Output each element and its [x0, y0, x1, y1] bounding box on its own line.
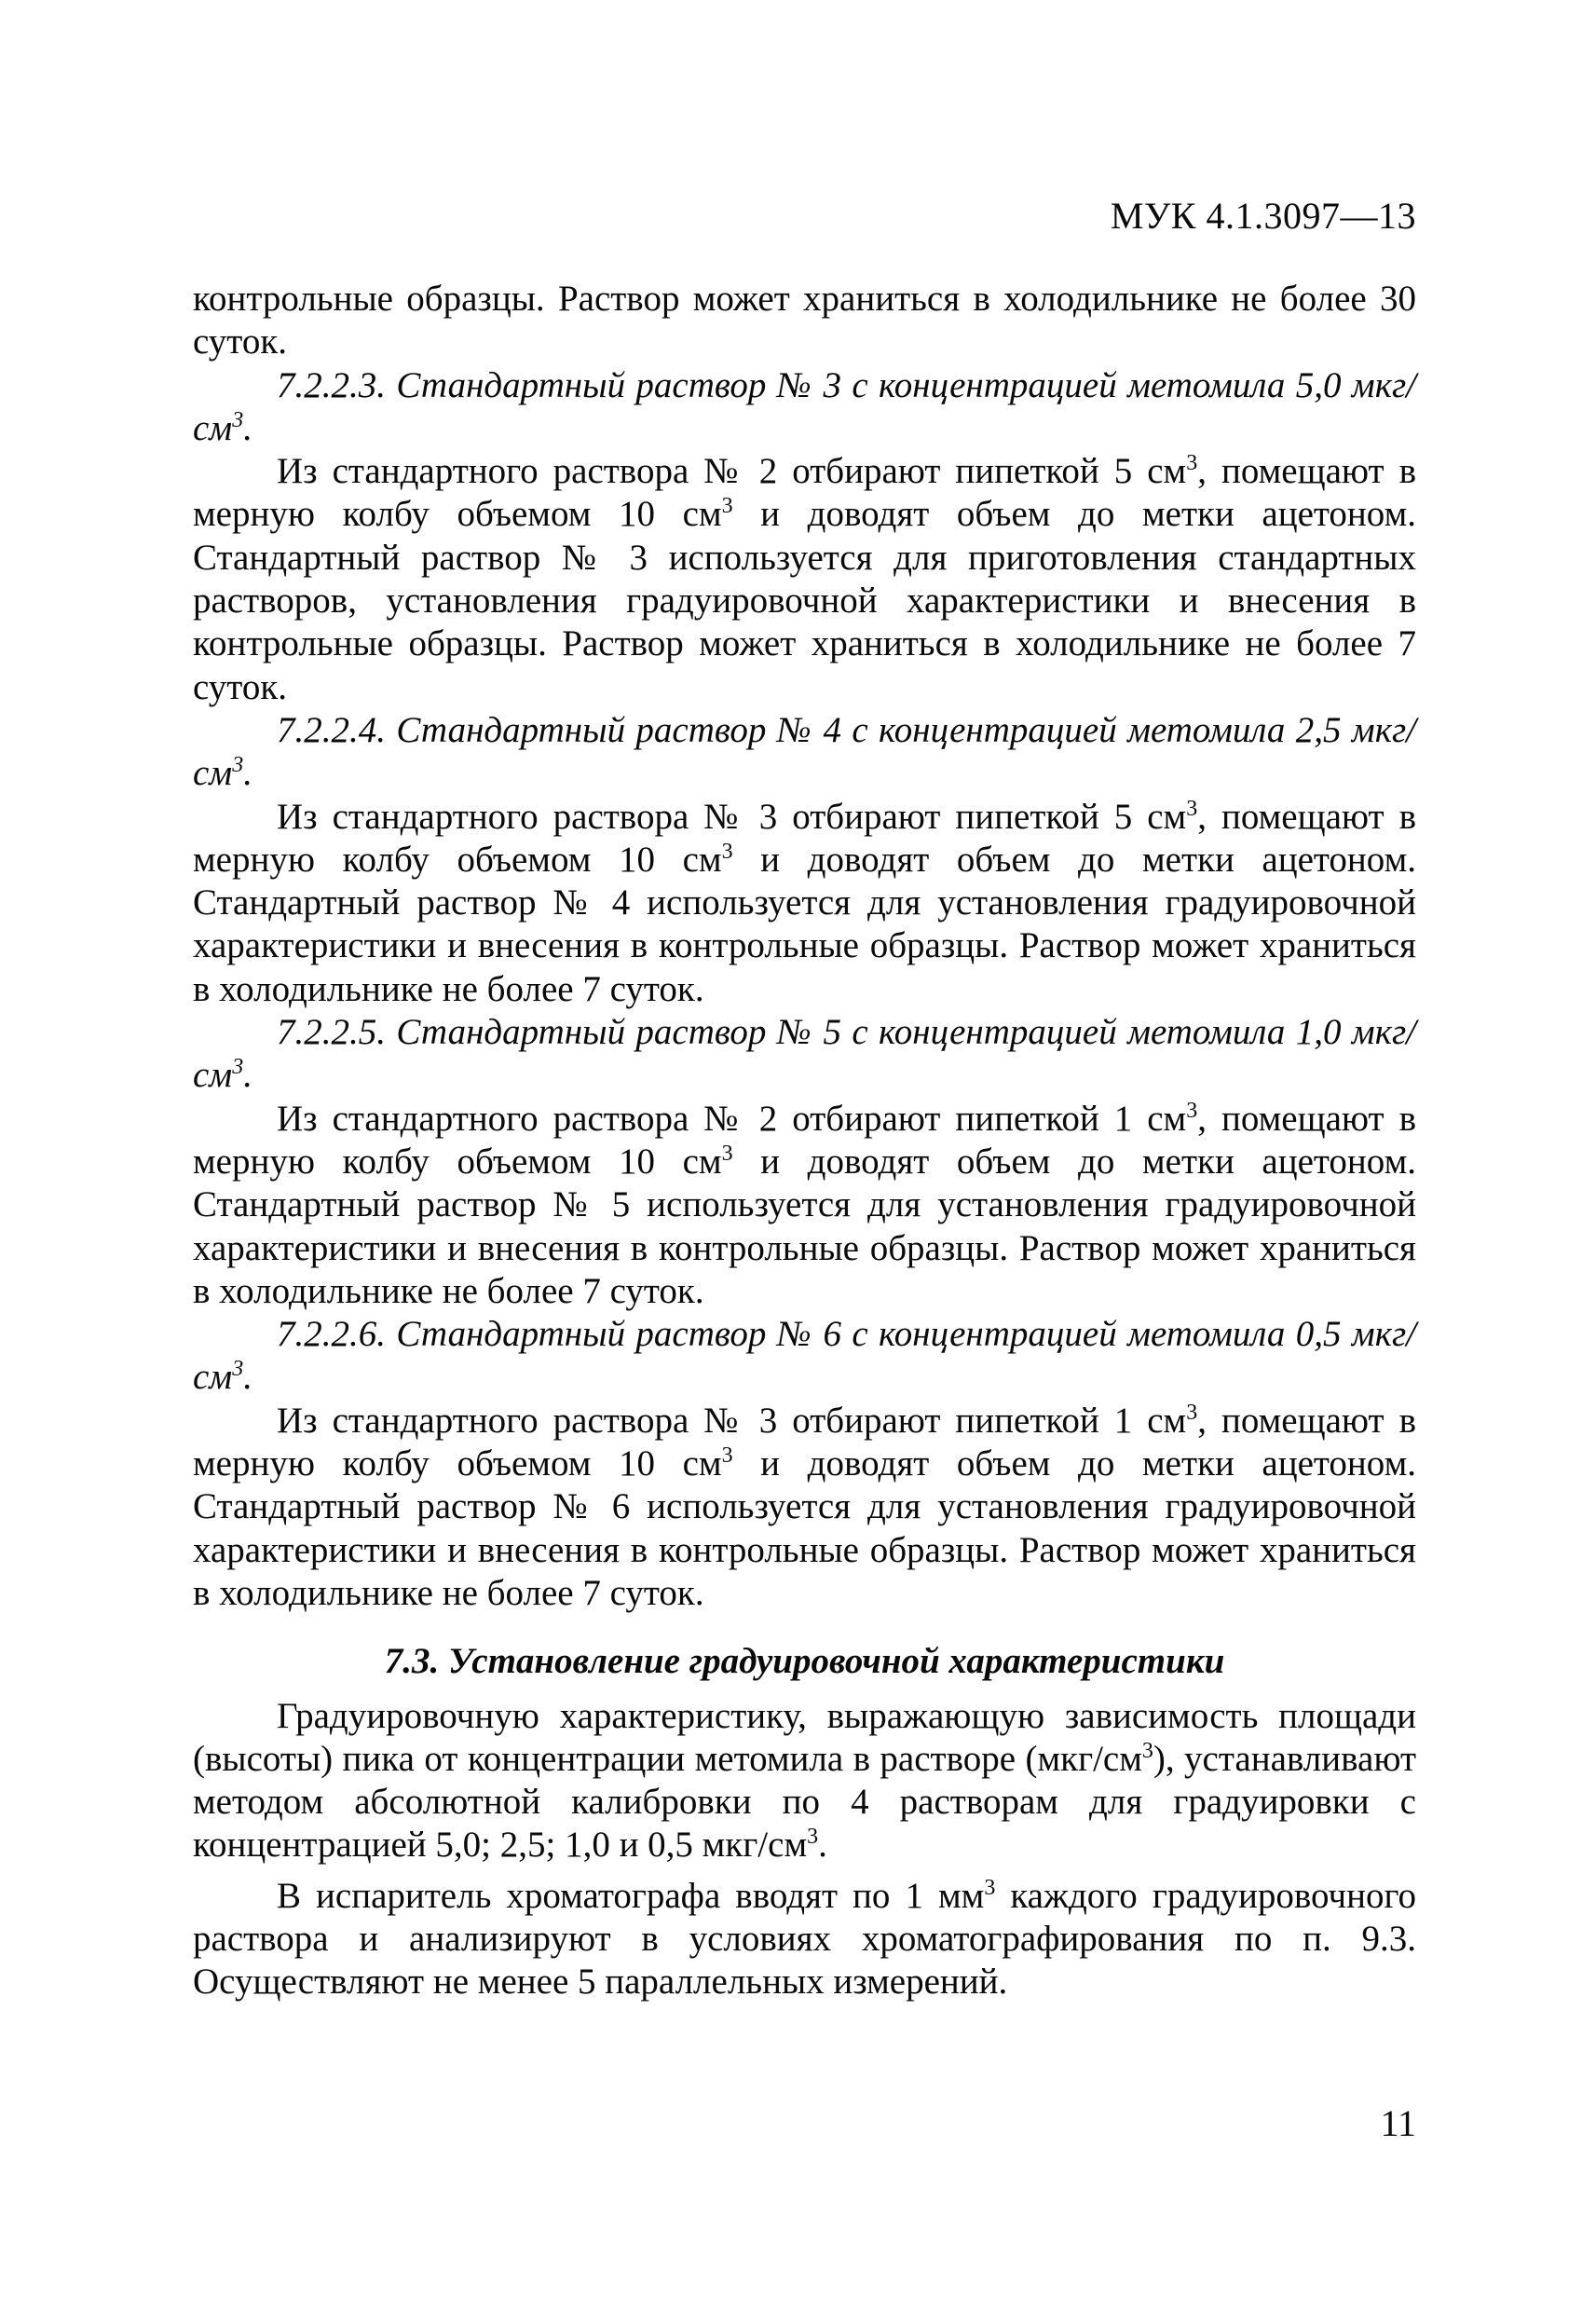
- document-code-header: МУК 4.1.3097—13: [1110, 195, 1416, 237]
- superscript-3: 3: [721, 1141, 733, 1166]
- superscript-3: 3: [1186, 796, 1198, 821]
- superscript-3: 3: [1186, 1400, 1198, 1425]
- superscript-3: 3: [984, 1875, 996, 1900]
- paragraph-injection-procedure: В испаритель хроматографа вводят по 1 $мм^3$ каждого градуировочного раствора и анализируют в условиях хроматографирования по п. 9.3. Осуществляют не менее 5 параллельных измерений.: [193, 1875, 1416, 2003]
- superscript-3: 3: [721, 494, 733, 519]
- paragraph-standard-solution-4: Из стандартного раствора № 3 отбирают пипеткой 5 $см^3$, помещают в мерную колбу объемом 10 $см^3$ и доводят объем до метки ацетоном. Стандартный раствор № 4 используется для установления градуировочной характеристики и внесения в контрольные образцы. Раствор может храниться в холодильнике не более 7 суток.: [193, 796, 1416, 1009]
- section-heading-7-3: 7.3. Установление градуировочной характеристики: [384, 1641, 1225, 1682]
- page-number: 11: [1380, 2102, 1416, 2144]
- superscript-3: 3: [232, 753, 244, 778]
- superscript-3: 3: [1186, 1098, 1198, 1123]
- document-body: [193, 278, 1416, 2004]
- paragraph-continuation: контрольные образцы. Раствор может храниться в холодильнике не более 30 суток.: [193, 279, 1416, 362]
- superscript-3: 3: [232, 1357, 244, 1382]
- superscript-3: 3: [721, 839, 733, 864]
- paragraph-standard-solution-6: Из стандартного раствора № 3 отбирают пипеткой 1 $см^3$, помещают в мерную колбу объемом 10 $см^3$ и доводят объем до метки ацетоном. Стандартный раствор № 6 используется для установления градуировочной характеристики и внесения в контрольные образцы. Раствор может храниться в холодильнике не более 7 суток.: [193, 1400, 1416, 1613]
- subsection-title-7-2-2-5: 7.2.2.5. Стандартный раствор № 5 с концентрацией метомила 1,0 мкг/$см^3$.: [193, 1012, 1416, 1096]
- superscript-3: 3: [232, 1055, 244, 1080]
- subsection-title-7-2-2-6: 7.2.2.6. Стандартный раствор № 6 с концентрацией метомила 0,5 мкг/$см^3$.: [193, 1314, 1416, 1398]
- paragraph-standard-solution-5: Из стандартного раствора № 2 отбирают пипеткой 1 $см^3$, помещают в мерную колбу объемом 10 $см^3$ и доводят объем до метки ацетоном. Стандартный раствор № 5 используется для установления градуировочной характеристики и внесения в контрольные образцы. Раствор может храниться в холодильнике не более 7 суток.: [193, 1098, 1416, 1311]
- superscript-3: 3: [1186, 451, 1198, 476]
- superscript-3: 3: [721, 1443, 733, 1469]
- superscript-3: 3: [807, 1825, 819, 1850]
- subsection-title-7-2-2-4: 7.2.2.4. Стандартный раствор № 4 с концентрацией метомила 2,5 мкг/$см^3$.: [193, 709, 1416, 794]
- paragraph-calibration-characteristic: Градуировочную характеристику, выражающую зависимость площади (высоты) пика от концентрации метомила в растворе $(мкг/см^3)$, устанавливают методом абсолютной калибровки по 4 растворам для градуировки с концентрацией 5,0; 2,5; 1,0 и 0,5 мкг/$см^3$.: [193, 1695, 1416, 1866]
- subsection-title-7-2-2-3: 7.2.2.3. Стандартный раствор № 3 с концентрацией метомила 5,0 мкг/$см^3$.: [193, 364, 1416, 448]
- paragraph-standard-solution-3: Из стандартного раствора № 2 отбирают пипеткой 5 $см^3$, помещают в мерную колбу объемом 10 $см^3$ и доводят объем до метки ацетоном. Стандартный раствор № 3 используется для приготовления стандартных растворов, установления градуировочной характеристики и внесения в контрольные образцы. Раствор может храниться в холодильнике не более 7 суток.: [193, 451, 1416, 707]
- superscript-3: 3: [1141, 1738, 1153, 1763]
- superscript-3: 3: [232, 407, 244, 432]
